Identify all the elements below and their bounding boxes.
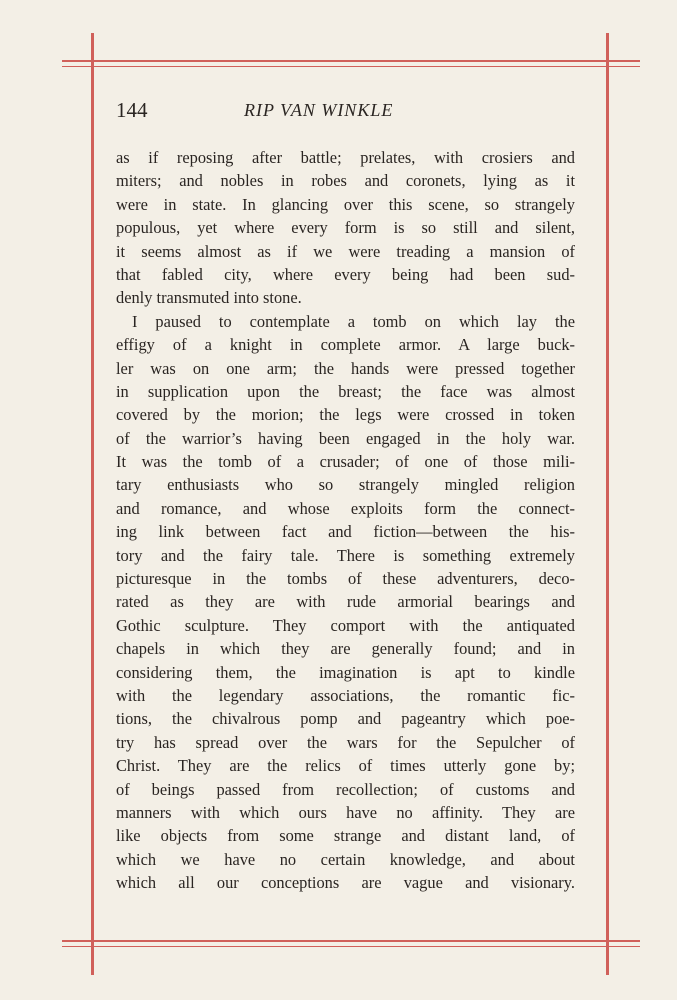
- text-line: as if reposing after battle; prelates, with crosiers and: [116, 148, 575, 167]
- text-line: chapels in which they are generally found; and in: [116, 639, 575, 659]
- text-line: with the legendary associations, the romantic fic-: [116, 685, 575, 705]
- body-text: [116, 146, 575, 895]
- top-border-rule: [62, 60, 640, 62]
- text-line: picturesque in the tombs of these adventurers, deco-: [116, 569, 575, 589]
- bottom-border-rule-inner: [62, 946, 640, 947]
- bottom-border-rule: [62, 940, 640, 942]
- left-border-rule: [91, 33, 94, 975]
- text-line: miters; and nobles in robes and coronets, lying as it: [116, 171, 575, 191]
- text-line: rated as they are with rude armorial bearings and: [116, 592, 575, 612]
- text-line: which we have no certain knowledge, and about: [116, 849, 575, 869]
- text-line: tory and the fairy tale. There is something extremely: [116, 545, 575, 565]
- top-border-rule-inner: [62, 66, 640, 67]
- text-line: manners with which ours have no affinity. They are: [116, 802, 575, 822]
- text-line: that fabled city, where every being had been sud-: [116, 264, 575, 284]
- text-line: Christ. They are the relics of times utterly gone by;: [116, 756, 575, 776]
- text-line: Gothic sculpture. They comport with the antiquated: [116, 615, 575, 635]
- text-line: It was the tomb of a crusader; of one of those mili-: [116, 452, 575, 472]
- text-line: which all our conceptions are vague and visionary.: [116, 873, 575, 893]
- text-line: considering them, the imagination is apt to kindle: [116, 662, 575, 682]
- text-line: covered by the morion; the legs were crossed in token: [116, 405, 575, 425]
- text-line: populous, yet where every form is so still and silent,: [116, 218, 575, 238]
- text-line: effigy of a knight in complete armor. A large buck-: [116, 335, 575, 355]
- text-line: tions, the chivalrous pomp and pageantry which poe-: [116, 709, 575, 729]
- page-number: 144: [116, 98, 148, 122]
- page-header: [116, 98, 576, 132]
- text-line: ing link between fact and fiction—between the his-: [116, 522, 575, 542]
- text-line: ler was on one arm; the hands were pressed together: [116, 358, 575, 378]
- text-line: and romance, and whose exploits form the connect-: [116, 498, 575, 518]
- text-line: I paused to contemplate a tomb on which lay the: [132, 311, 575, 331]
- text-line: it seems almost as if we were treading a mansion of: [116, 241, 575, 261]
- text-line: denly transmuted into stone.: [116, 288, 302, 308]
- text-line: tary enthusiasts who so strangely mingled religion: [116, 475, 575, 495]
- running-head: RIP VAN WINKLE: [244, 100, 394, 120]
- text-line: of beings passed from recollection; of customs and: [116, 779, 575, 799]
- text-line: of the warrior’s having been engaged in the holy war.: [116, 428, 575, 448]
- text-line: in supplication upon the breast; the face was almost: [116, 381, 575, 401]
- text-line: like objects from some strange and distant land, of: [116, 826, 575, 846]
- text-line: try has spread over the wars for the Sepulcher of: [116, 732, 575, 752]
- text-line: were in state. In glancing over this scene, so strangely: [116, 194, 575, 214]
- right-border-rule: [606, 33, 609, 975]
